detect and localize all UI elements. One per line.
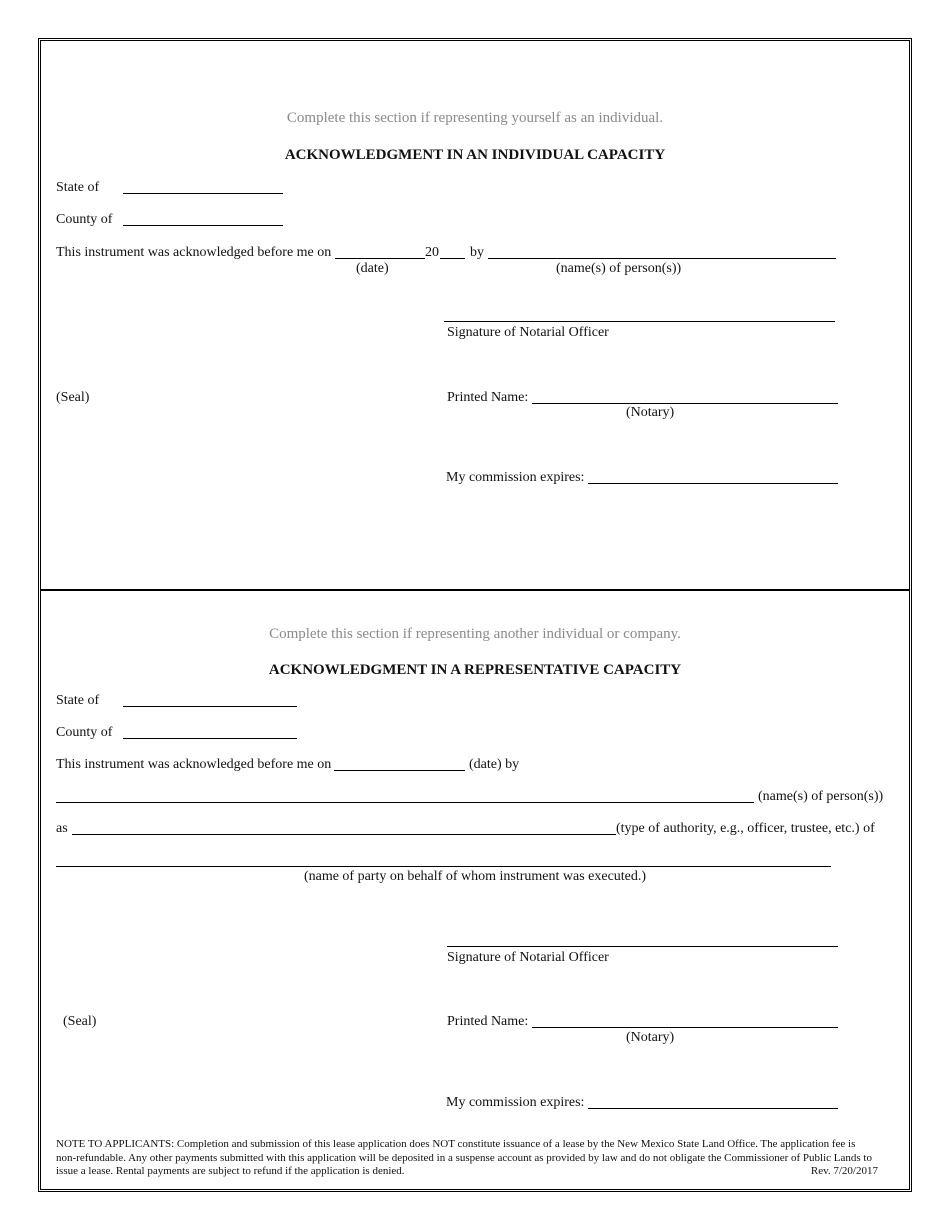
representative-party-field[interactable]: [56, 866, 831, 867]
individual-printed-name-field[interactable]: [532, 403, 838, 404]
representative-printed-name-label: Printed Name:: [447, 1014, 529, 1029]
representative-state-field[interactable]: [123, 706, 297, 707]
representative-seal-label: (Seal): [63, 1014, 97, 1029]
individual-signature-caption: Signature of Notarial Officer: [447, 325, 609, 340]
representative-county-label: County of: [56, 725, 113, 740]
individual-names-caption: (name(s) of person(s)): [556, 261, 682, 276]
individual-year-field[interactable]: [440, 258, 465, 259]
representative-names-caption: (name(s) of person(s)): [758, 789, 884, 804]
individual-heading: ACKNOWLEDGMENT IN AN INDIVIDUAL CAPACITY: [284, 147, 666, 163]
individual-by-label: by: [470, 245, 484, 260]
individual-county-label: County of: [56, 212, 113, 227]
representative-commission-label: My commission expires:: [446, 1095, 585, 1110]
representative-heading: ACKNOWLEDGMENT IN A REPRESENTATIVE CAPACITY: [268, 662, 682, 678]
representative-ack-prefix: This instrument was acknowledged before me on: [56, 757, 332, 772]
representative-as-label: as: [56, 821, 68, 836]
representative-instruction: Complete this section if representing another individual or company.: [269, 626, 681, 642]
section-divider: [40, 589, 910, 591]
individual-county-field[interactable]: [123, 225, 283, 226]
applicant-note-text: NOTE TO APPLICANTS: Completion and submission of this lease application does NOT constitute issuance of a lease by the New Mexico State Land Office. The application fee is non-refundable. Any other payments submitted with this application will be deposited in a suspense account as provided by law and do not obligate the Commissioner of Public Lands to issue a lease. Rental payments are subject to refund if the application is denied.: [56, 1138, 872, 1177]
representative-authority-field[interactable]: [72, 834, 616, 835]
individual-seal-label: (Seal): [56, 390, 90, 405]
individual-state-label: State of: [56, 180, 100, 195]
representative-party-caption: (name of party on behalf of whom instrument was executed.): [303, 869, 647, 884]
individual-commission-label: My commission expires:: [446, 470, 585, 485]
individual-year-label: 20: [425, 245, 439, 260]
representative-names-field[interactable]: [56, 802, 754, 803]
individual-printed-name-label: Printed Name:: [447, 390, 529, 405]
representative-date-field[interactable]: [334, 770, 465, 771]
representative-date-by-label: (date) by: [469, 757, 520, 772]
representative-notary-caption: (Notary): [626, 1030, 675, 1045]
individual-notary-caption: (Notary): [626, 405, 675, 420]
representative-signature-line[interactable]: [447, 946, 838, 947]
individual-signature-line[interactable]: [444, 321, 835, 322]
individual-instruction: Complete this section if representing yourself as an individual.: [286, 110, 664, 126]
representative-county-field[interactable]: [123, 738, 297, 739]
individual-commission-field[interactable]: [588, 483, 838, 484]
individual-date-caption: (date): [356, 261, 389, 276]
individual-state-field[interactable]: [123, 193, 283, 194]
individual-names-field[interactable]: [488, 258, 836, 259]
representative-commission-field[interactable]: [588, 1108, 838, 1109]
applicant-note: [56, 1138, 878, 1179]
individual-date-field[interactable]: [335, 258, 425, 259]
individual-ack-prefix: This instrument was acknowledged before me on: [56, 245, 332, 260]
revision-date: Rev. 7/20/2017: [810, 1165, 878, 1177]
representative-authority-caption: (type of authority, e.g., officer, trustee, etc.) of: [616, 821, 875, 836]
representative-printed-name-field[interactable]: [532, 1027, 838, 1028]
representative-state-label: State of: [56, 693, 100, 708]
representative-signature-caption: Signature of Notarial Officer: [447, 950, 609, 965]
